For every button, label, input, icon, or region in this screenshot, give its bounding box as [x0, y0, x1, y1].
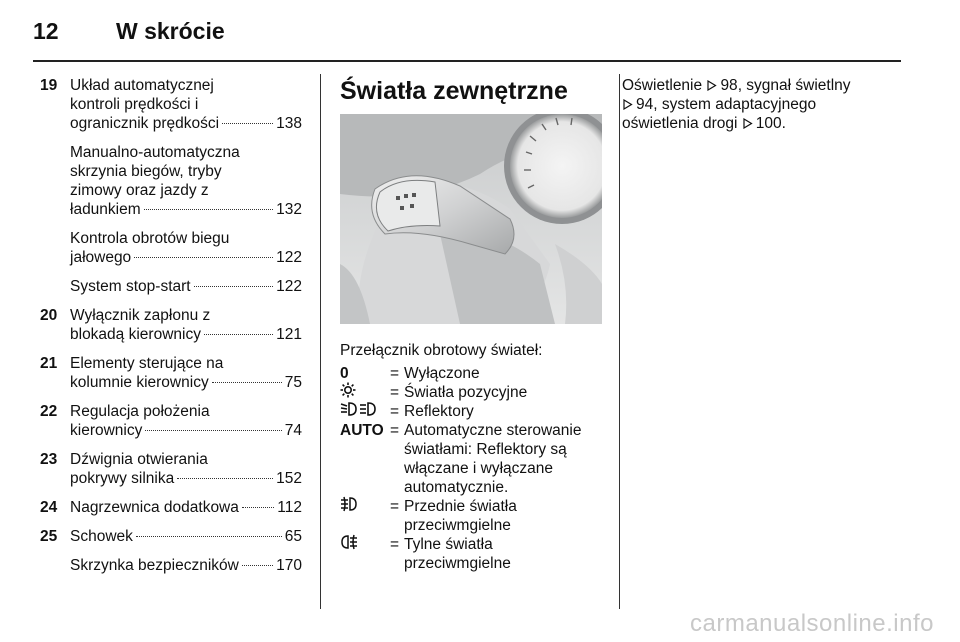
switch-position-description: [404, 383, 602, 402]
front-fog-lights-icon: [340, 496, 358, 517]
index-entry: [40, 277, 302, 296]
equals-sign: =: [390, 365, 400, 382]
entry-text-line: Wyłącznik zapłonu z: [70, 307, 211, 324]
section-title: Światła zewnętrzne: [340, 77, 568, 105]
switch-position-row: [340, 364, 602, 383]
entry-text-line: Regulacja położenia: [70, 403, 210, 420]
switch-position-description: [404, 402, 602, 421]
switch-position-description: [404, 535, 602, 573]
switch-position-description: [404, 497, 602, 535]
description-line: przeciwmgielne: [404, 517, 511, 534]
switch-caption: Przełącznik obrotowy świateł:: [340, 342, 543, 359]
switch-position-row: [340, 535, 602, 573]
entry-text-line: Nagrzewnica dodatkowa: [70, 499, 239, 516]
page-ref-triangle-icon: [742, 115, 756, 132]
page-reference: 94: [636, 96, 654, 113]
entry-last-line: [70, 469, 302, 488]
dot-leader: [242, 507, 274, 508]
entry-page-ref: 65: [284, 528, 302, 545]
headlights-icon: [340, 401, 378, 422]
entry-page-ref: 75: [284, 374, 302, 391]
entry-page-ref: 138: [276, 115, 302, 132]
switch-symbol: [340, 497, 390, 516]
description-line: Automatyczne sterowanie: [404, 422, 582, 439]
entry-number: 24: [40, 499, 58, 516]
entry-text-line: ładunkiem: [70, 201, 141, 218]
entry-last-line: [70, 248, 302, 267]
dot-leader: [194, 286, 274, 287]
dot-leader: [136, 536, 282, 537]
entry-last-line: [70, 556, 302, 575]
entry-number: 20: [40, 307, 58, 324]
entry-page-ref: 170: [276, 557, 302, 574]
switch-position-description: [404, 364, 602, 383]
exterior-lights-section: [340, 76, 602, 573]
index-entry: [40, 229, 302, 267]
switch-symbol: [340, 402, 390, 421]
index-entry: [40, 498, 302, 517]
reference-text: , sygnał świetlny: [737, 77, 851, 94]
entry-text-line: Układ automatycznej: [70, 77, 214, 94]
dot-leader: [242, 565, 273, 566]
reference-line: [622, 95, 897, 114]
page-reference: 100: [755, 115, 782, 132]
reference-text: .: [781, 115, 786, 132]
entry-last-line: [70, 200, 302, 219]
dot-leader: [222, 123, 273, 124]
position-lights-icon: [340, 382, 356, 403]
equals-sign: =: [390, 384, 400, 401]
entry-text-line: jałowego: [70, 249, 132, 266]
entry-text-line: skrzynia biegów, tryby: [70, 163, 222, 180]
dot-leader: [145, 430, 281, 431]
switch-symbol-list: [340, 364, 602, 573]
entry-last-line: [70, 527, 302, 546]
entry-number: 21: [40, 355, 58, 372]
reference-line: [622, 76, 897, 95]
description-line: światłami: Reflektory są: [404, 441, 567, 458]
entry-text-line: System stop-start: [70, 278, 191, 295]
page-ref-triangle-icon: [706, 77, 720, 94]
column-divider-right: [619, 74, 620, 609]
switch-symbol: [340, 421, 390, 440]
reference-text: , system adaptacyjnego: [653, 96, 817, 113]
reference-text: oświetlenia drogi: [622, 115, 742, 132]
equals-sign: =: [390, 536, 400, 553]
auto-symbol: AUTO: [340, 422, 384, 439]
entry-text-line: Schowek: [70, 528, 133, 545]
entry-page-ref: 152: [276, 470, 302, 487]
switch-symbol: [340, 364, 390, 383]
entry-page-ref: 122: [276, 249, 302, 266]
dot-leader: [177, 478, 273, 479]
entry-text-line: Skrzynka bezpieczników: [70, 557, 239, 574]
entry-number: 22: [40, 403, 58, 420]
equals-sign: =: [390, 498, 400, 515]
off-zero-icon: 0: [340, 365, 349, 382]
switch-position-row: [340, 383, 602, 402]
switch-position-row: [340, 421, 602, 497]
page-header: [0, 0, 960, 62]
page-title: W skrócie: [116, 18, 225, 44]
switch-symbol: [340, 535, 390, 554]
reference-text: Oświetlenie: [622, 77, 707, 94]
description-line: włączane i wyłączane: [404, 460, 554, 477]
description-line: Przednie światła: [404, 498, 517, 515]
entry-text-line: zimowy oraz jazdy z: [70, 182, 209, 199]
equals-sign: =: [390, 422, 400, 439]
dot-leader: [212, 382, 282, 383]
entry-text-line: pokrywy silnika: [70, 470, 175, 487]
index-entry: [40, 556, 302, 575]
entry-last-line: [70, 277, 302, 296]
entry-page-ref: 121: [276, 326, 302, 343]
equals-sign: =: [390, 403, 400, 420]
entry-text-line: Kontrola obrotów biegu: [70, 230, 230, 247]
entry-text-line: kierownicy: [70, 422, 143, 439]
entry-last-line: [70, 498, 302, 517]
switch-position-description: [404, 421, 602, 497]
dot-leader: [204, 334, 273, 335]
entry-text-line: Dźwignia otwierania: [70, 451, 208, 468]
page-reference: 98: [720, 77, 738, 94]
index-entry: [40, 354, 302, 392]
entry-last-line: [70, 373, 302, 392]
entry-number: 19: [40, 77, 58, 94]
index-entry: [40, 450, 302, 488]
reference-line: [622, 114, 897, 133]
entry-last-line: [70, 325, 302, 344]
description-line: Tylne światła: [404, 536, 493, 553]
dot-leader: [134, 257, 273, 258]
page-number: 12: [33, 18, 59, 44]
column-divider-left: [320, 74, 321, 609]
rear-fog-light-icon: [340, 534, 358, 555]
header-rule: [33, 60, 901, 62]
page-ref-triangle-icon: [622, 96, 636, 113]
index-entry: [40, 76, 302, 133]
description-line: Reflektory: [404, 403, 474, 420]
switch-symbol: [340, 383, 390, 402]
description-line: przeciwmgielne: [404, 555, 511, 572]
index-entry: [40, 527, 302, 546]
entry-text-line: ogranicznik prędkości: [70, 115, 220, 132]
cross-reference-text: [622, 76, 897, 133]
index-entry: [40, 143, 302, 219]
description-line: Światła pozycyjne: [404, 384, 528, 401]
watermark: carmanualsonline.info: [690, 610, 934, 637]
entry-page-ref: 122: [276, 278, 302, 295]
entry-number: 23: [40, 451, 58, 468]
switch-position-row: [340, 402, 602, 421]
index-list: [40, 76, 302, 585]
entry-text-line: kontroli prędkości i: [70, 96, 199, 113]
index-entry: [40, 306, 302, 344]
description-line: automatycznie.: [404, 479, 509, 496]
description-line: Wyłączone: [404, 365, 480, 382]
entry-last-line: [70, 421, 302, 440]
entry-page-ref: 132: [276, 201, 302, 218]
dot-leader: [144, 209, 273, 210]
entry-text-line: Manualno-automatyczna: [70, 144, 240, 161]
entry-page-ref: 74: [284, 422, 302, 439]
entry-text-line: Elementy sterujące na: [70, 355, 224, 372]
entry-page-ref: 112: [277, 499, 302, 516]
light-switch-photo: [340, 114, 602, 324]
entry-text-line: blokadą kierownicy: [70, 326, 201, 343]
index-entry: [40, 402, 302, 440]
entry-text-line: kolumnie kierownicy: [70, 374, 209, 391]
switch-position-row: [340, 497, 602, 535]
entry-number: 25: [40, 528, 58, 545]
entry-last-line: [70, 114, 302, 133]
